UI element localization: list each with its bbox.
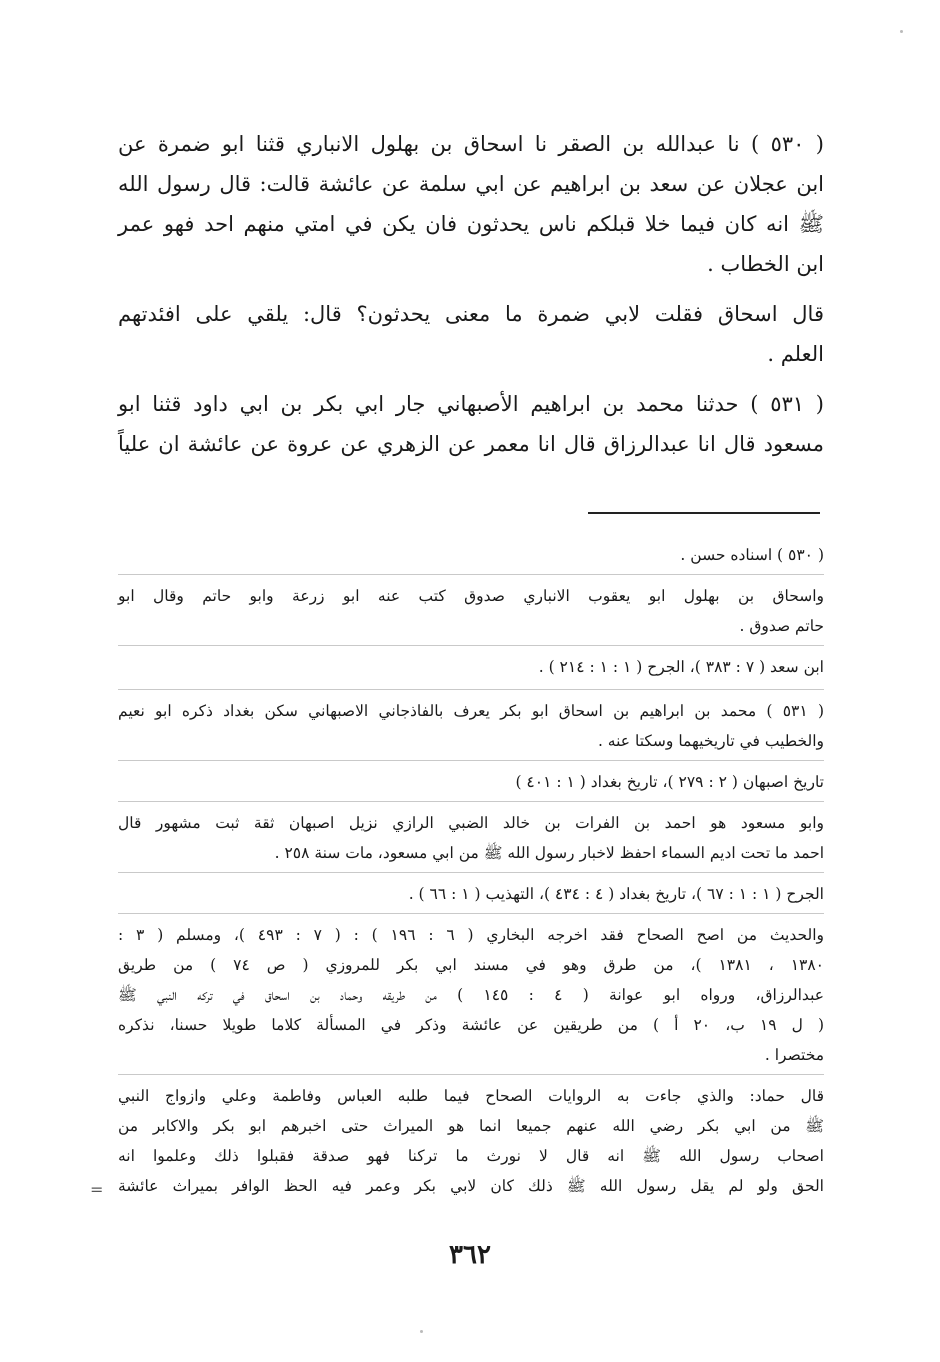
footnote-line: والحديث من اصح الصحاح فقد اخرجه البخاري ( ٦ : ١٩٦ ) : ( ٧ : ٤٩٣ )، ومسلم ( ٣ :	[118, 926, 825, 944]
comment-530	[118, 294, 824, 374]
footnote-heading: ( ٥٣٠ ) اسناده حسن .	[680, 546, 824, 564]
page-number: ٣٦٢	[449, 1240, 491, 1270]
hadith-531	[118, 384, 824, 464]
text-line: ابن الخطاب .	[707, 252, 824, 276]
text-line: العلم .	[767, 342, 824, 366]
footnote-separator	[118, 913, 824, 914]
continuation-mark: =	[90, 1180, 104, 1199]
footnotes	[118, 540, 824, 1208]
footnote-line: الجرح ( ١ : ١ : ٦٧ )، تاريخ بغداد ( ٤ : ٤٣٤ )، التهذيب ( ١ : ٦٦ ) .	[408, 885, 824, 903]
footnote-line: عبدالرزاق، ورواه ابو عوانة ( ٤ : ١٤٥ ) من طريقه وحماد بن اسحاق في تركه النبي ﷺ	[118, 986, 824, 1004]
footnote-line: والخطيب في تاريخيهما وسكتا عنه .	[597, 732, 824, 750]
footnote-line: ( ٥٣١ ) محمد بن ابراهيم بن اسحاق ابو بكر يعرف بالفاذجاني الاصبهاني سكن بغداد ذكره ابو نعيم	[118, 702, 824, 720]
footnote-separator	[118, 801, 824, 802]
footnote-531	[118, 696, 824, 1201]
footnote-line: وابو مسعود هو احمد بن الفرات بن خالد الضبي الرازي نزيل اصبهان ثقة ثبت مشهور قال	[118, 814, 824, 832]
scan-speck	[420, 1330, 423, 1333]
text-line: قال اسحاق فقلت لابي ضمرة ما معنى يحدثون؟ قال: يلقي على افئدتهم	[118, 302, 824, 326]
footnote-separator	[118, 872, 824, 873]
footnote-line: قال حماد: والذي جاءت به الروايات الصحاح فيما طلبه العباس وفاطمة وعلي وازواج النبي	[118, 1087, 824, 1105]
footnote-line: ﷺ من ابي بكر رضي الله عنهم جميعا انما هو الميراث حتى اخبرهم ابو بكر والاكابر من	[118, 1117, 824, 1135]
footnote-separator	[118, 574, 824, 575]
footnote-line: احمد ما تحت اديم السماء احفظ لاخبار رسول الله ﷺ من ابي مسعود، مات سنة ٢٥٨ .	[274, 844, 824, 862]
footnote-line: واسحاق بن بهلول ابو يعقوب الانباري صدوق كتب عنه ابو زرعة وابو حاتم وقال ابو	[118, 587, 824, 605]
footnote-separator	[118, 1074, 824, 1075]
text-line: ﷺ انه كان فيما خلا قبلكم ناس يحدثون فان يكن في امتي منهم احد فهو عمر	[118, 212, 824, 236]
footnote-line: ١٣٨٠ ، ١٣٨١ )، من طرق وهو في مسند ابي بكر للمروزي ( ص ٧٤ ) من طريق	[118, 956, 825, 974]
text-line: ابن عجلان عن سعد بن ابراهيم عن ابي سلمة عن عائشة قالت: قال رسول الله	[118, 172, 824, 196]
footnote-line: ( ل ١٩ ب، ٢٠ أ ) من طريقين عن عائشة وذكر في المسألة كلاما طويلا حسنا، نذكره	[118, 1016, 825, 1034]
main-text	[118, 124, 824, 474]
footnote-line: مختصرا .	[764, 1046, 824, 1064]
footnote-separator	[118, 760, 824, 761]
text-line: ( ٥٣١ ) حدثنا محمد بن ابراهيم الأصبهاني جار ابي بكر بن ابي داود قثنا ابو	[118, 392, 824, 416]
scan-speck	[900, 30, 903, 33]
hadith-530	[118, 124, 824, 284]
footnote-separator	[118, 645, 824, 646]
text-line: مسعود قال انا عبدالرزاق قال انا معمر عن الزهري عن عروة عن عائشة ان علياً	[118, 432, 824, 456]
footnote-line: تاريخ اصبهان ( ٢ : ٢٧٩ )، تاريخ بغداد ( ١ : ٤٠١ )	[515, 773, 824, 791]
footnote-divider	[588, 512, 820, 514]
footnote-line: اصحاب رسول الله ﷺ انه قال لا نورث ما تركنا فهو صدقة فقبلوا ذلك وعلموا انه	[118, 1147, 824, 1165]
footnote-separator	[118, 689, 824, 690]
text-line: ( ٥٣٠ ) نا عبدالله بن الصقر نا اسحاق بن بهلول الانباري قثنا ابو ضمرة عن	[118, 132, 824, 156]
footnote-530	[118, 540, 824, 682]
footnote-line: حاتم صدوق .	[739, 617, 824, 635]
footnote-line: ابن سعد ( ٧ : ٣٨٣ )، الجرح ( ١ : ١ : ٢١٤ ) .	[538, 658, 824, 676]
footnote-line: الحق ولو لم يقل رسول الله ﷺ ذلك كان لابي بكر وعمر فيه الحظ الوافر بميراث عائشة	[118, 1177, 824, 1195]
